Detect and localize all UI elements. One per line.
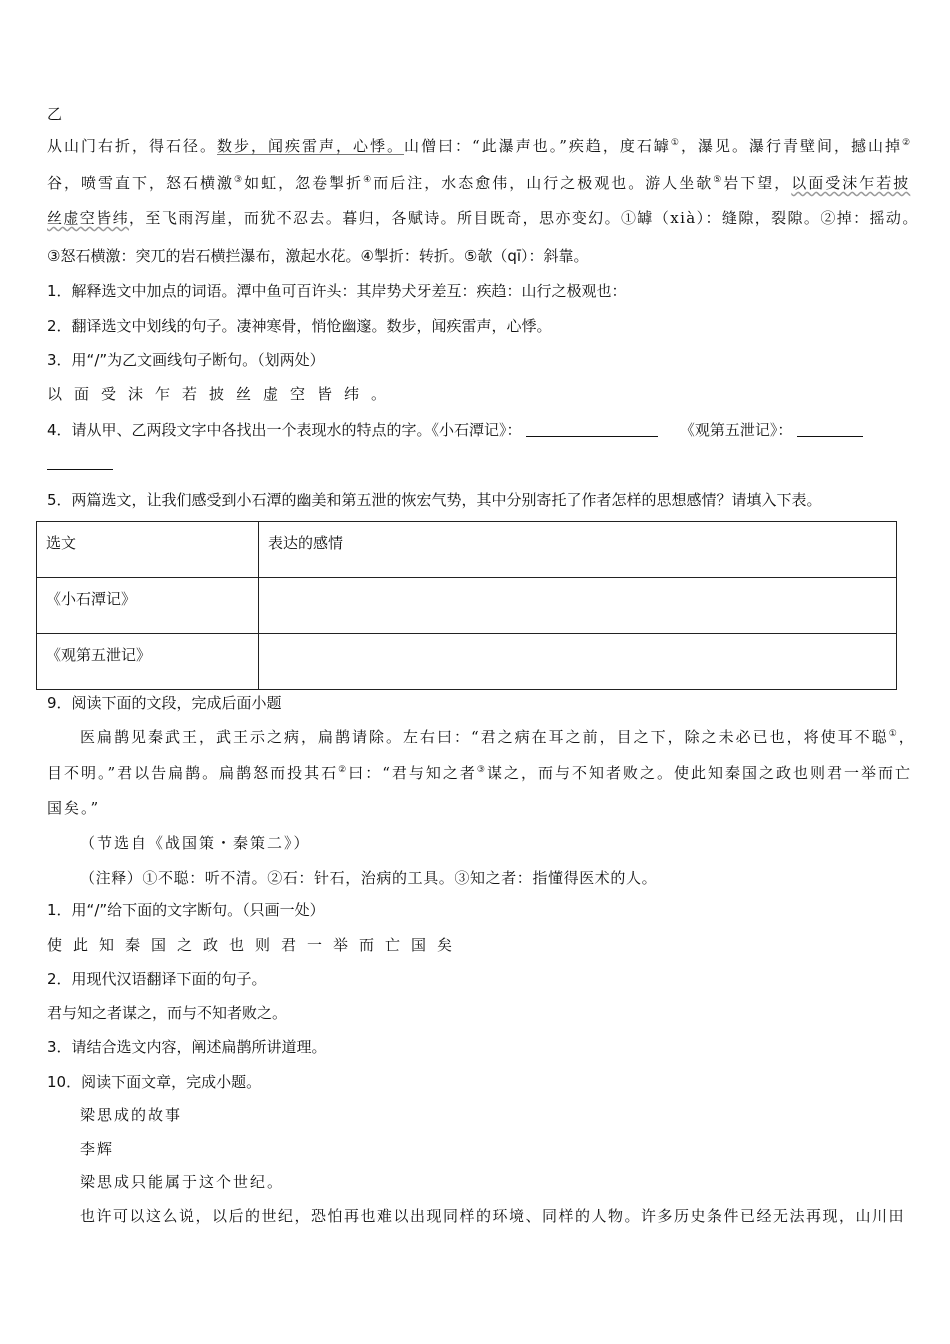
passage-9-line-2 (47, 763, 912, 783)
table-header-cell: 选文 (37, 522, 259, 578)
question-3-sentence: 以面受沫乍若披丝虚空皆纬。 (47, 385, 399, 403)
question-3: 3．用“/”为乙文画线句子断句。（划两处） (47, 351, 325, 369)
text: 4．请从甲、乙两段文字中各找出一个表现水的特点的字。《小石潭记》： (47, 421, 522, 439)
question-1: 1．解释选文中加点的词语。潭中鱼可百许头：其岸势犬牙差互：疾趋：山行之极观也： (47, 282, 627, 300)
question-9-2-sentence: 君与知之者谋之，而与不知者败之。 (47, 1004, 288, 1022)
text: 如虹，忽卷掣折 (244, 174, 364, 192)
answer-blank-2[interactable] (797, 422, 863, 437)
text: 从山门右折，得石径。 (47, 137, 218, 155)
text: 目不明。”君以告扁鹊。扁鹊怒而投其石 (47, 764, 339, 782)
footnote-marker: ③ (234, 175, 245, 185)
annotations: （注释）①不聪：听不清。②石：针石，治病的工具。③知之者：指懂得医术的人。 (80, 869, 658, 887)
question-9-title: 9．阅读下面的文段，完成后面小题 (47, 694, 282, 712)
article-paragraph-1: 梁思成只能属于这个世纪。 (80, 1173, 285, 1191)
passage-label: 乙 (47, 105, 63, 123)
emotion-table (36, 521, 897, 690)
text: 谋之，而与不知者败之。使此知秦国之政也则君一举而亡 (487, 764, 913, 782)
table-row (37, 578, 897, 634)
article-paragraph-2: 也许可以这么说，以后的世纪，恐怕再也难以出现同样的环境、同样的人物。许多历史条件已经无法再现，山川田 (80, 1207, 906, 1225)
passage-line-2 (47, 173, 910, 193)
underlined-sentence: 数步，闻疾雷声，心悸。 (217, 137, 405, 155)
source-citation: （节选自《战国策・秦策二》） (80, 834, 311, 852)
table-row (37, 634, 897, 690)
question-4 (47, 420, 863, 440)
article-title: 梁思成的故事 (80, 1106, 183, 1124)
text: 医扁鹊见秦武王，武王示之病，扁鹊请除。左右曰：“君之病在耳之前，目之下，除之未必已也，将使耳不聪 (80, 728, 889, 746)
wavy-underlined-sentence: 丝虚空皆纬 (47, 209, 130, 227)
text: 而后注，水态愈伟，山行之极观也。游人坐欹 (373, 174, 714, 192)
passage-9-line-3: 国矣。” (47, 799, 101, 817)
passage-9-line-1 (80, 727, 916, 747)
text: 《观第五泄记》： (679, 421, 793, 439)
table-cell: 《观第五泄记》 (37, 634, 259, 690)
table-header-row (37, 522, 897, 578)
passage-line-3 (47, 208, 919, 228)
passage-notes: ③怒石横激：突兀的岩石横拦瀑布，激起水花。④掣折：转折。⑤欹（qī）：斜靠。 (47, 247, 589, 265)
question-9-2: 2．用现代汉语翻译下面的句子。 (47, 970, 267, 988)
answer-cell[interactable] (259, 578, 897, 634)
table-cell: 《小石潭记》 (37, 578, 259, 634)
text: 山僧曰：“此瀑声也。”疾趋，度石罅 (404, 137, 671, 155)
answer-blank-1[interactable] (526, 422, 658, 437)
text: ， (898, 728, 916, 746)
footnote-marker: ② (901, 138, 913, 148)
passage-line-1 (47, 136, 912, 156)
answer-cell[interactable] (259, 634, 897, 690)
footnote-marker: ⑤ (713, 175, 724, 185)
text: ，至飞雨泻崖，而犹不忍去。暮归，各赋诗。所目既奇，思亦变幻。①罅（xià）：缝隙，裂隙。②掉：摇动。 (129, 209, 919, 227)
question-9-1-sentence: 使此知秦国之政也则君一举而亡国矣 (47, 936, 464, 954)
text: 谷，喷雪直下，怒石横激 (47, 174, 235, 192)
text: 曰：“君与知之者 (348, 764, 477, 782)
question-9-3: 3．请结合选文内容，阐述扁鹊所讲道理。 (47, 1038, 327, 1056)
article-author: 李辉 (80, 1140, 115, 1158)
footnote-marker: ③ (476, 765, 487, 775)
question-9-1: 1．用“/”给下面的文字断句。（只画一处） (47, 901, 325, 919)
text: ，瀑见。瀑行青壁间，撼山掉 (680, 137, 902, 155)
answer-blank-2-cont[interactable] (47, 469, 113, 470)
footnote-marker: ① (670, 138, 681, 148)
footnote-marker: ② (338, 765, 349, 775)
footnote-marker: ① (888, 729, 899, 739)
question-2: 2．翻译选文中划线的句子。凄神寒骨，悄怆幽邃。数步，闻疾雷声，心悸。 (47, 317, 552, 335)
table-header-cell: 表达的感情 (259, 522, 897, 578)
question-10-title: 10．阅读下面文章，完成小题。 (47, 1073, 262, 1091)
text: 岩下望， (723, 174, 792, 192)
question-5: 5．两篇选文，让我们感受到小石潭的幽美和第五泄的恢宏气势，其中分别寄托了作者怎样的思想感情？请填入下表。 (47, 491, 822, 509)
footnote-marker: ④ (363, 175, 374, 185)
wavy-underlined-sentence: 以面受沫乍若披 (791, 174, 911, 192)
